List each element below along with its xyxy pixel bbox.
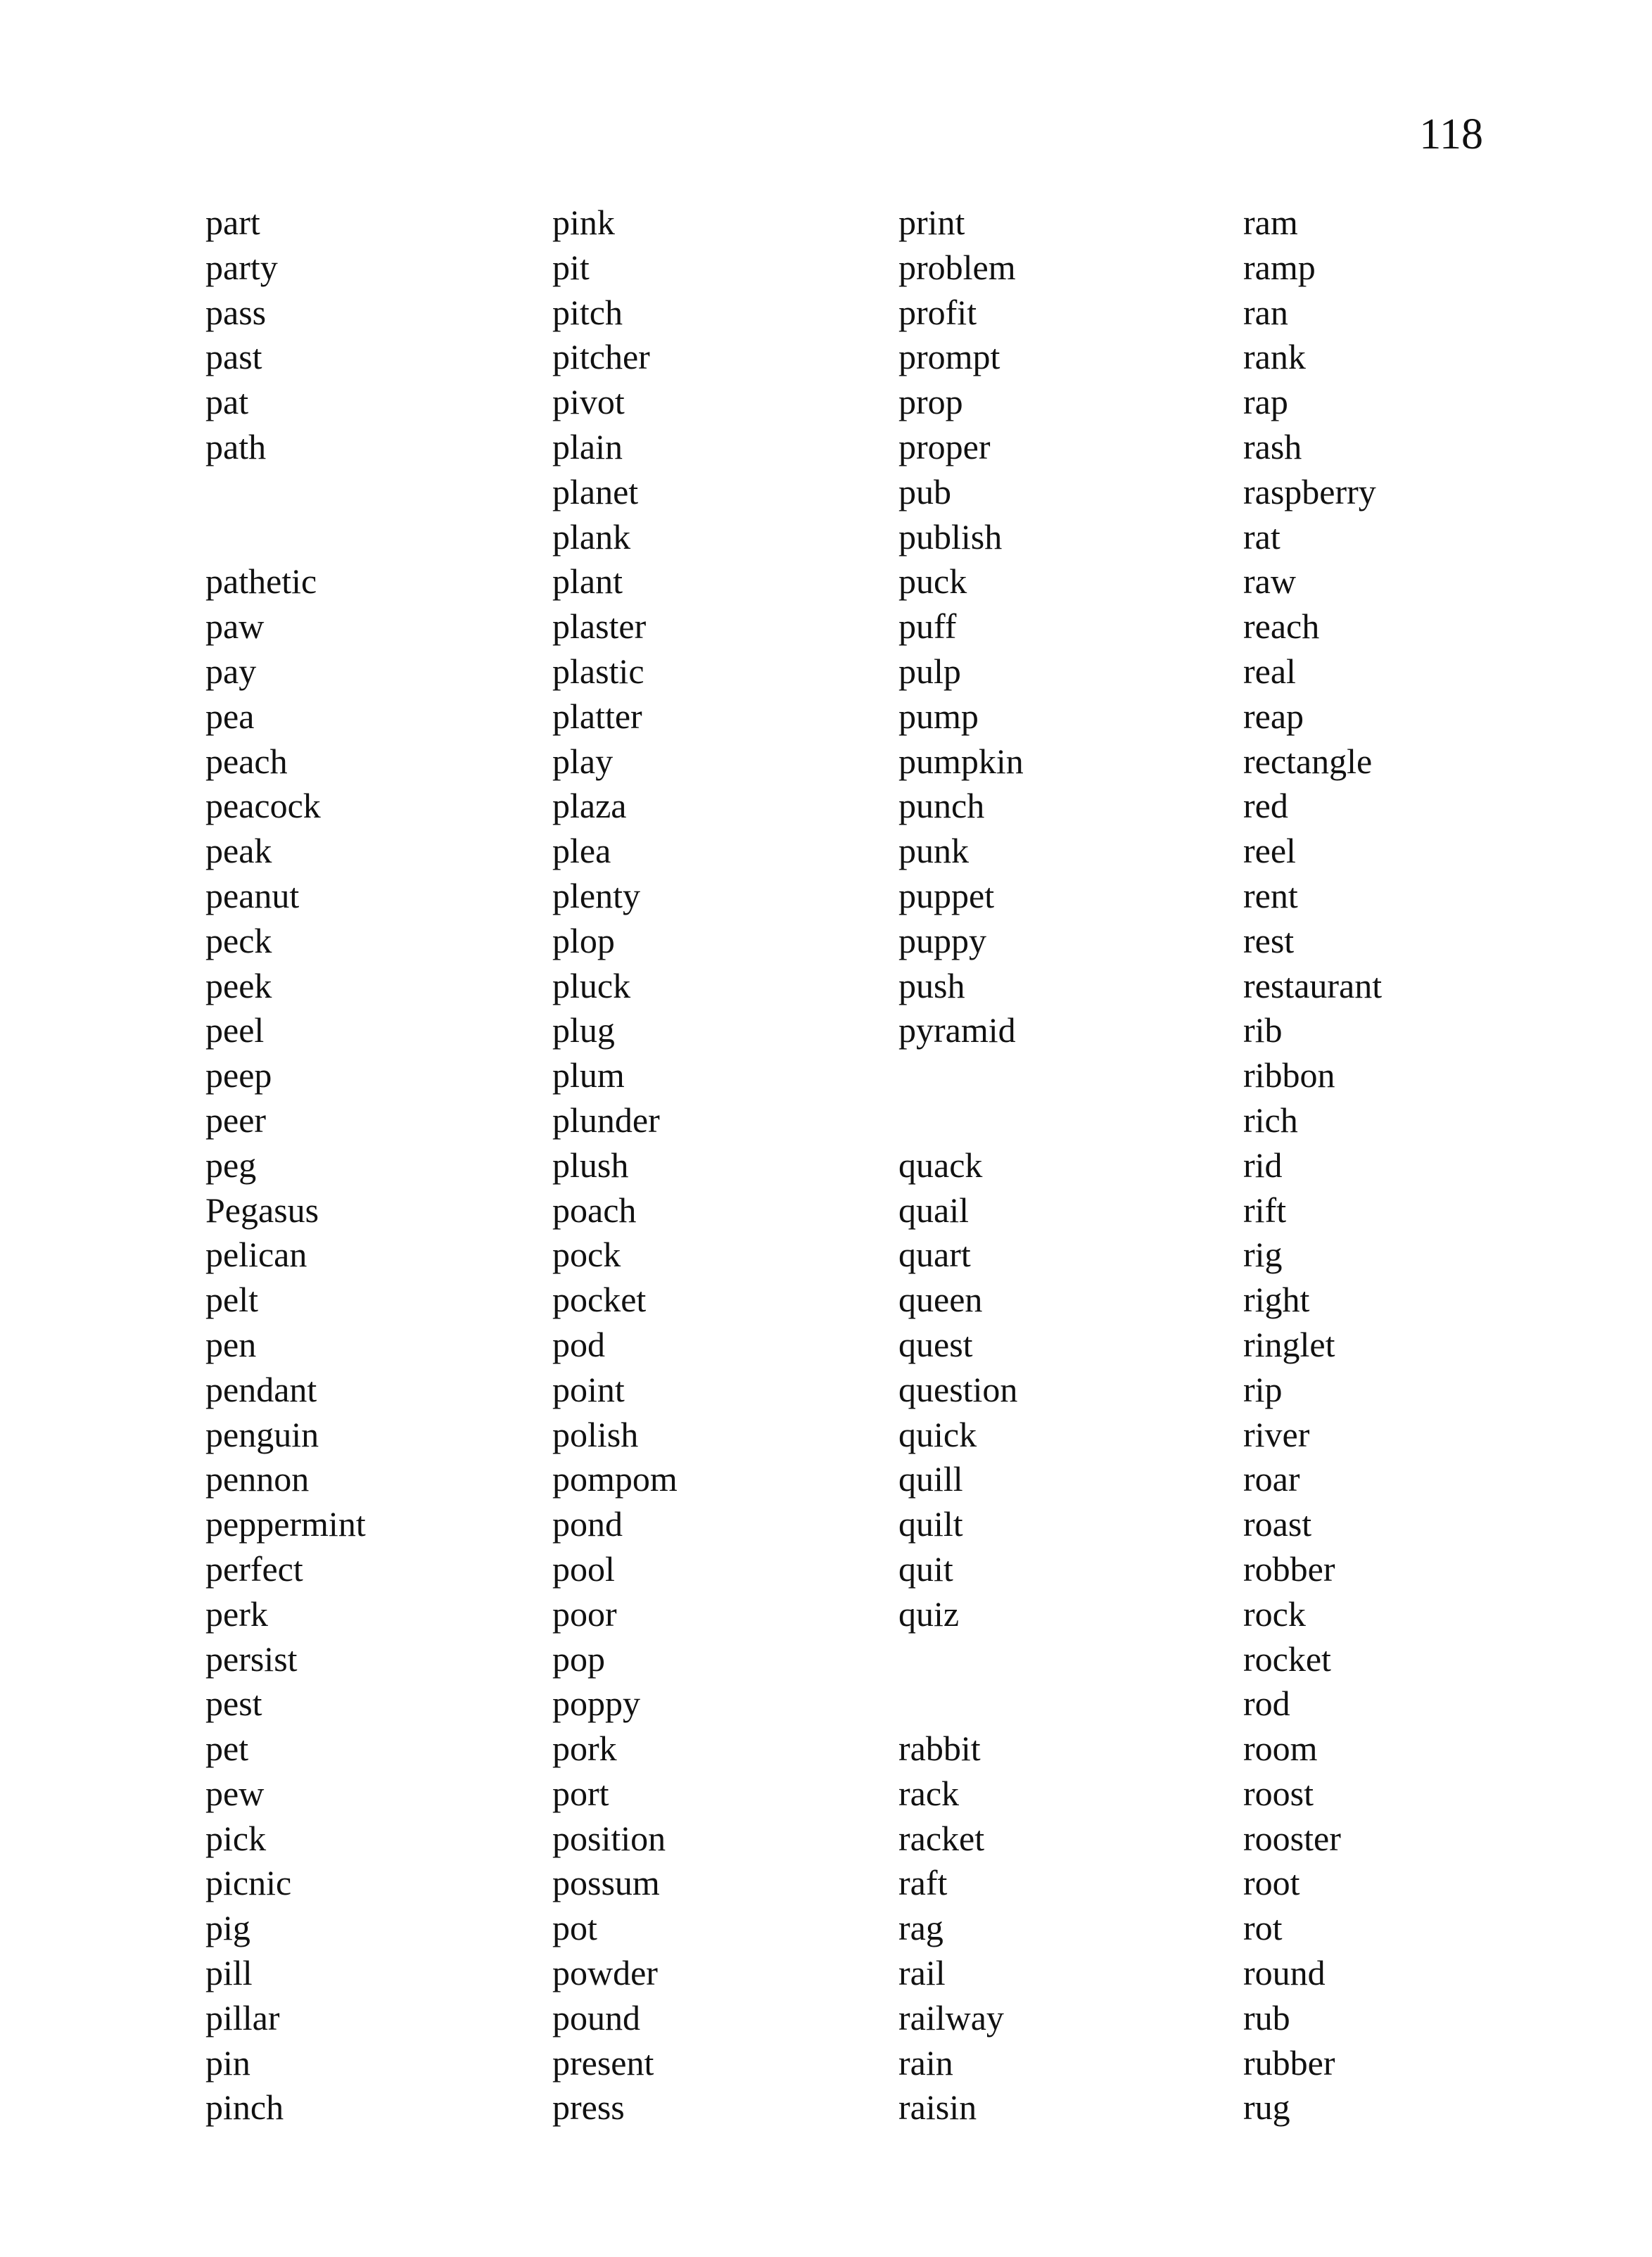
word-item: pelican	[205, 1235, 307, 1275]
word-item: pub	[898, 471, 951, 511]
word-item: raft	[898, 1863, 948, 1903]
word-item: question	[898, 1369, 1018, 1409]
word-item: proper	[898, 426, 991, 466]
word-item: roast	[1243, 1504, 1312, 1544]
word-item: pea	[205, 696, 255, 736]
word-item: right	[1243, 1280, 1310, 1320]
word-item: rabbit	[898, 1729, 981, 1769]
word-item: rub	[1243, 1997, 1290, 2037]
word-item: present	[552, 2042, 654, 2083]
word-item: pest	[205, 1684, 262, 1724]
word-item: red	[1243, 786, 1288, 826]
word-item: queen	[898, 1280, 983, 1320]
word-item: quilt	[898, 1504, 963, 1544]
word-item: pluck	[552, 965, 631, 1005]
word-item: puff	[898, 606, 957, 647]
word-item: problem	[898, 247, 1016, 287]
word-item: push	[898, 965, 965, 1005]
word-item: poppy	[552, 1684, 640, 1724]
word-item: pill	[205, 1953, 253, 1993]
word-item: plant	[552, 561, 623, 602]
word-item: plank	[552, 516, 631, 557]
word-item: penguin	[205, 1414, 319, 1454]
word-item: planet	[552, 471, 639, 511]
word-item: punch	[898, 786, 985, 826]
word-item: quart	[898, 1235, 971, 1275]
word-item: part	[205, 203, 260, 242]
word-item: peer	[205, 1100, 267, 1140]
word-item: plea	[552, 831, 611, 871]
word-item: peep	[205, 1055, 272, 1095]
word-item: pink	[552, 203, 615, 242]
word-item: port	[552, 1773, 609, 1813]
word-item: prop	[898, 382, 963, 422]
word-item: ram	[1243, 203, 1298, 242]
word-item: poach	[552, 1190, 637, 1230]
word-item: past	[205, 337, 262, 377]
word-item: point	[552, 1369, 625, 1409]
word-item: pump	[898, 696, 979, 736]
word-item: powder	[552, 1953, 658, 1993]
word-item: rod	[1243, 1684, 1290, 1724]
word-item: ramp	[1243, 247, 1316, 287]
word-item: pivot	[552, 382, 625, 422]
word-item: Pegasus	[205, 1190, 319, 1230]
word-item: peg	[205, 1145, 257, 1185]
word-item: rectangle	[1243, 741, 1373, 781]
word-item: reach	[1243, 606, 1320, 647]
word-item: rooster	[1243, 1818, 1341, 1858]
word-item: pen	[205, 1324, 257, 1364]
word-item: rift	[1243, 1190, 1287, 1230]
word-item: raw	[1243, 561, 1296, 602]
word-item: party	[205, 247, 278, 287]
word-item: persist	[205, 1639, 298, 1679]
word-item: rip	[1243, 1369, 1283, 1409]
word-item: plain	[552, 426, 623, 466]
word-column-3	[898, 201, 1024, 2130]
word-item: railway	[898, 1997, 1004, 2037]
word-item: ringlet	[1243, 1324, 1335, 1364]
column-gap	[205, 515, 366, 560]
word-item: puppy	[898, 920, 986, 960]
column-gap	[898, 1053, 1024, 1098]
word-item: pay	[205, 651, 257, 691]
word-item: pick	[205, 1818, 267, 1858]
word-item: peacock	[205, 786, 321, 826]
word-item: rubber	[1243, 2042, 1335, 2083]
word-item: peppermint	[205, 1504, 366, 1544]
word-item: pitcher	[552, 337, 650, 377]
word-item: pass	[205, 292, 267, 332]
column-gap	[898, 1637, 1024, 1682]
word-item: peanut	[205, 875, 300, 915]
word-item: poor	[552, 1594, 617, 1634]
word-item: rent	[1243, 875, 1298, 915]
word-item: rug	[1243, 2087, 1290, 2128]
word-item: press	[552, 2087, 625, 2128]
word-column-4	[1243, 201, 1382, 2130]
word-item: quill	[898, 1459, 963, 1499]
word-item: pit	[552, 247, 590, 287]
word-item: pyramid	[898, 1010, 1016, 1050]
word-item: room	[1243, 1729, 1318, 1769]
word-item: root	[1243, 1863, 1300, 1903]
word-item: profit	[898, 292, 977, 332]
word-item: pulp	[898, 651, 961, 691]
word-item: pound	[552, 1997, 640, 2037]
word-item: rich	[1243, 1100, 1298, 1140]
word-item: quiz	[898, 1594, 960, 1634]
word-item: rot	[1243, 1908, 1283, 1948]
word-item: roost	[1243, 1773, 1314, 1813]
word-item: peach	[205, 741, 288, 781]
word-item: quail	[898, 1190, 969, 1230]
word-item: pop	[552, 1639, 605, 1679]
word-item: rock	[1243, 1594, 1306, 1634]
page-number: 118	[1419, 110, 1483, 158]
word-item: rain	[898, 2042, 953, 2083]
word-item: possum	[552, 1863, 660, 1903]
word-item: quick	[898, 1414, 977, 1454]
word-item: rest	[1243, 920, 1295, 960]
word-item: perk	[205, 1594, 268, 1634]
word-item: ribbon	[1243, 1055, 1335, 1095]
word-item: peak	[205, 831, 272, 871]
word-item: rap	[1243, 382, 1288, 422]
word-item: punk	[898, 831, 969, 871]
word-item: pot	[552, 1908, 597, 1948]
word-item: rash	[1243, 426, 1302, 466]
word-item: plum	[552, 1055, 625, 1095]
word-item: position	[552, 1818, 666, 1858]
word-item: polish	[552, 1414, 639, 1454]
word-item: pin	[205, 2042, 250, 2083]
word-item: rocket	[1243, 1639, 1331, 1679]
word-item: rack	[898, 1773, 960, 1813]
word-item: raisin	[898, 2087, 977, 2128]
word-item: pelt	[205, 1280, 258, 1320]
word-item: rail	[898, 1953, 946, 1993]
word-item: picnic	[205, 1863, 292, 1903]
word-item: pond	[552, 1504, 623, 1544]
word-item: plunder	[552, 1100, 660, 1140]
word-item: pitch	[552, 292, 623, 332]
word-item: quest	[898, 1324, 973, 1364]
word-item: rag	[898, 1908, 943, 1948]
word-item: pumpkin	[898, 741, 1024, 781]
word-item: rid	[1243, 1145, 1283, 1185]
word-item: pinch	[205, 2087, 284, 2128]
word-item: plug	[552, 1010, 615, 1050]
word-column-2	[552, 201, 678, 2130]
word-item: pig	[205, 1908, 250, 1948]
word-item: pennon	[205, 1459, 310, 1499]
column-gap	[205, 470, 366, 515]
word-item: path	[205, 426, 267, 466]
word-item: peek	[205, 965, 272, 1005]
word-item: plush	[552, 1145, 629, 1185]
word-item: peck	[205, 920, 272, 960]
word-item: quack	[898, 1145, 983, 1185]
word-item: paw	[205, 606, 265, 647]
word-item: platter	[552, 696, 642, 736]
word-item: real	[1243, 651, 1296, 691]
word-item: prompt	[898, 337, 1000, 377]
word-item: raspberry	[1243, 471, 1376, 511]
word-item: pompom	[552, 1459, 678, 1499]
word-item: publish	[898, 516, 1003, 557]
word-item: robber	[1243, 1549, 1335, 1589]
word-item: peel	[205, 1010, 265, 1050]
word-item: plenty	[552, 875, 640, 915]
word-item: river	[1243, 1414, 1310, 1454]
word-column-1	[205, 201, 366, 2130]
word-item: ran	[1243, 292, 1288, 332]
word-item: pet	[205, 1729, 249, 1769]
word-item: roar	[1243, 1459, 1300, 1499]
word-item: plastic	[552, 651, 644, 691]
word-item: pathetic	[205, 561, 317, 602]
word-item: round	[1243, 1953, 1326, 1993]
word-item: puppet	[898, 875, 995, 915]
word-item: pat	[205, 382, 249, 422]
word-item: pock	[552, 1235, 621, 1275]
word-item: reel	[1243, 831, 1296, 871]
word-item: rig	[1243, 1235, 1283, 1275]
word-item: pod	[552, 1324, 605, 1364]
word-item: perfect	[205, 1549, 303, 1589]
word-item: quit	[898, 1549, 953, 1589]
word-item: pendant	[205, 1369, 317, 1409]
word-item: reap	[1243, 696, 1304, 736]
word-item: restaurant	[1243, 965, 1383, 1005]
word-item: plaster	[552, 606, 647, 647]
column-gap	[898, 1098, 1024, 1143]
word-item: pew	[205, 1773, 265, 1813]
word-item: plop	[552, 920, 615, 960]
word-item: rank	[1243, 337, 1306, 377]
word-item: pork	[552, 1729, 617, 1769]
word-item: rib	[1243, 1010, 1283, 1050]
word-item: pillar	[205, 1997, 280, 2037]
word-item: print	[898, 203, 965, 242]
word-item: puck	[898, 561, 967, 602]
word-item: pocket	[552, 1280, 647, 1320]
word-item: pool	[552, 1549, 615, 1589]
word-item: play	[552, 741, 614, 781]
word-item: rat	[1243, 516, 1281, 557]
word-item: plaza	[552, 786, 627, 826]
word-item: racket	[898, 1818, 985, 1858]
column-gap	[898, 1681, 1024, 1727]
